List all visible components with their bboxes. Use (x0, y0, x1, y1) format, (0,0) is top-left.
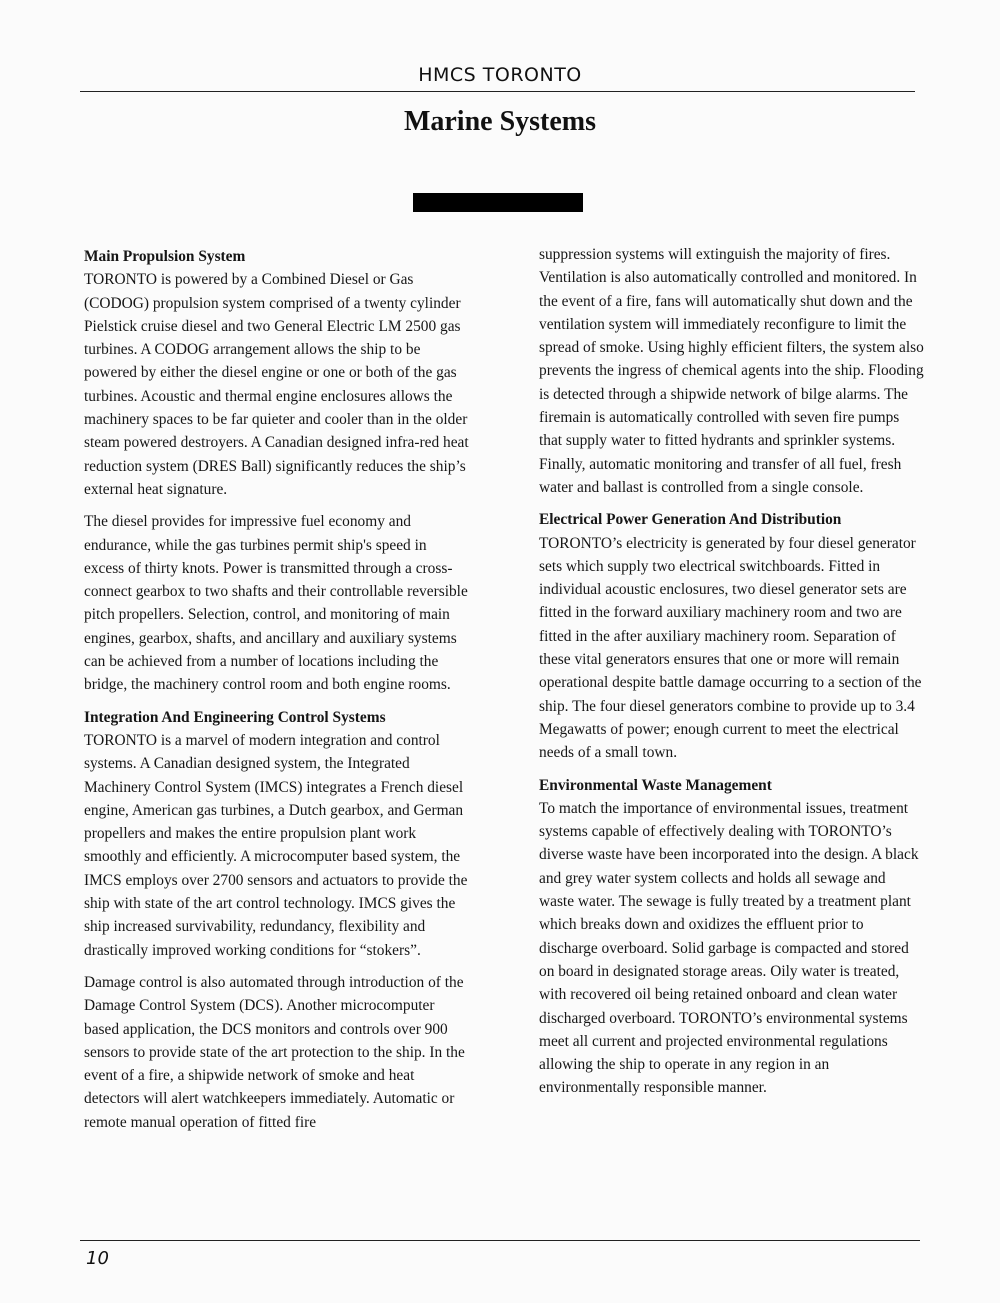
page-number: 10 (86, 1248, 109, 1269)
section-heading-main-propulsion: Main Propulsion System (84, 248, 246, 265)
running-head: HMCS TORONTO (418, 64, 582, 86)
paragraph: TORONTO’s electricity is generated by four diesel generator sets which supply two electrical switchboards. Fitted in individual acoustic enclosures, two diesel generator sets are fitted in the forward auxiliary machinery room and two are fitted in the after auxiliary machinery room. Separation of these vital generators ensures that one or more will remain operational despite battle damage occurring to a section of the ship. The four diesel generators combine to provide up to 3.4 Megawatts of power; enough current to meet the electrical needs of a small town. (539, 534, 922, 762)
section-heading-environmental: Environmental Waste Management (539, 776, 772, 794)
header-rule (80, 91, 915, 92)
paragraph: The diesel provides for impressive fuel economy and endurance, while the gas turbines permit ship's speed in excess of thirty knots. Power is transmitted through a cross-connect gearbox to two shafts and their controllable reversible pitch propellers. Selection, control, and monitoring of main engines, gearbox, shafts, and ancillary and auxiliary systems can be achieved from a number of locations including the bridge, the machinery control room and both engine rooms. (84, 513, 468, 694)
paragraph: TORONTO is powered by a Combined Diesel or Gas (CODOG) propulsion system comprised of a twenty cylinder Pielstick cruise diesel and two General Electric LM 2500 gas turbines. A CODOG arrangement allows the ship to be powered by either the diesel engine or one or both of the gas turbines. Acoustic and thermal engine enclosures allows the machinery spaces to be far quieter and cooler than in the older steam powered destroyers. A Canadian designed infra-red heat reduction system (DRES Ball) significantly reduces the ship’s external heat signature. (84, 271, 469, 498)
section-heading-integration: Integration And Engineering Control Systems (84, 708, 386, 726)
footer-rule (80, 1240, 920, 1241)
paragraph: To match the importance of environmental issues, treatment systems capable of effectively dealing with TORONTO’s diverse waste have been incorporated into the design. A black and grey water system collects and holds all sewage and waste water. The sewage is fully treated by a treatment plant which breaks down and oxidizes the effluent prior to discharge overboard. Solid garbage is compacted and stored on board in designated storage areas. Oily water is treated, with recovered oil being retained onboard and clean water discharged overboard. TORONTO’s environmental systems meet all current and projected environmental regulations allowing the ship to operate in any region in an environmentally responsible manner. (539, 799, 919, 1097)
section-heading-electrical: Electrical Power Generation And Distribution (539, 511, 842, 529)
right-column (539, 243, 924, 1109)
left-column (84, 245, 469, 1143)
paragraph-continuation: suppression systems will extinguish the majority of fires. Ventilation is also automatically controlled and monitored. In the event of a fire, fans will automatically shut down and the ventilation system will immediately reconfigure to limit the spread of smoke. Using highly efficient filters, the system also prevents the ingress of chemical agents into the ship. Flooding is detected through a shipwide network of bilge alarms. The firemain is automatically controlled with seven fire pumps that supply water to fitted hydrants and sprinkler systems. Finally, automatic monitoring and transfer of all fuel, fresh water and ballast is controlled from a single console. (539, 246, 924, 496)
paragraph: TORONTO is a marvel of modern integration and control systems. A Canadian designed system, the Integrated Machinery Control System (IMCS) integrates a French diesel engine, American gas turbines, a Dutch gearbox, and German propellers and makes the entire propulsion plant work smoothly and efficiently. A microcomputer based system, the IMCS employs over 2700 sensors and actuators to provide the ship with state of the art control technology. IMCS gives the ship increased survivability, redundancy, flexibility and drastically improved working conditions for “stokers”. (84, 731, 468, 959)
page-title: Marine Systems (403, 106, 597, 137)
paragraph: Damage control is also automated through introduction of the Damage Control System (DCS). Another microcomputer based application, the DCS monitors and controls over 900 sensors to provide state of the art protection to the ship. In the event of a fire, a shipwide network of smoke and heat detectors will alert watchkeepers immediately. Automatic or remote manual operation of fitted fire (84, 973, 465, 1131)
redaction-bar (413, 193, 583, 212)
